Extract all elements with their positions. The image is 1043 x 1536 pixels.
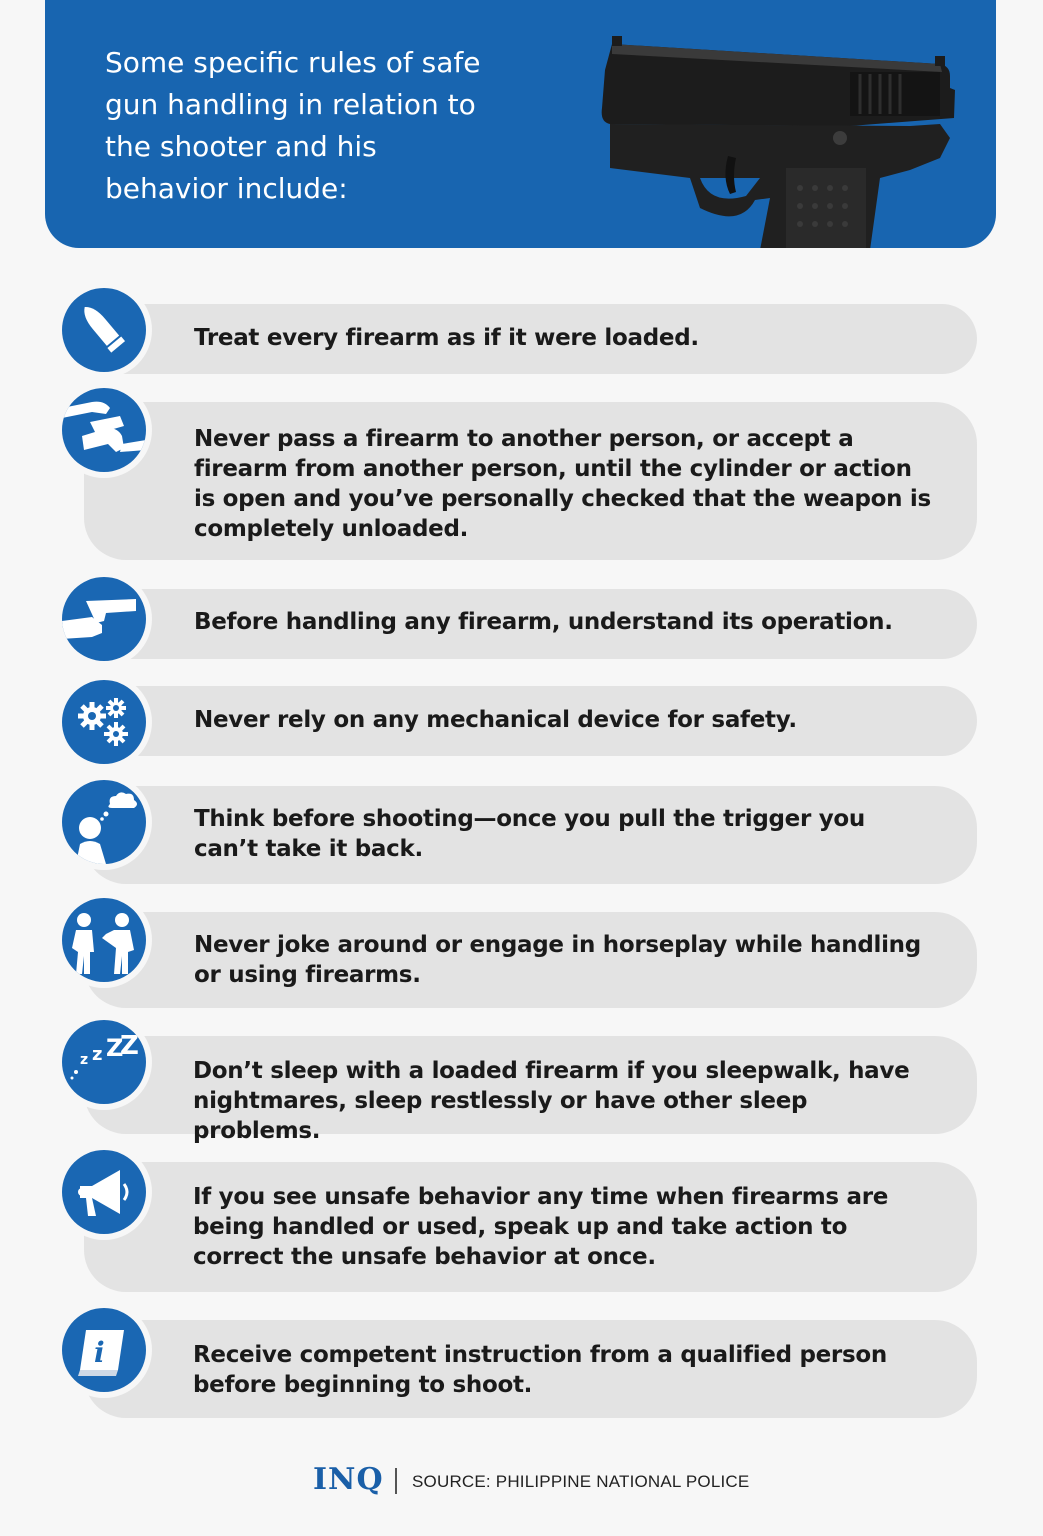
hand-pass-icon (62, 388, 146, 472)
rule-text: Never joke around or engage in horseplay while handling or using firearms. (194, 932, 921, 988)
rule-text: Don’t sleep with a loaded firearm if you sleepwalk, have nightmares, sleep restlessly or have other sleep problems. (193, 1058, 910, 1144)
rule-text: Never pass a firearm to another person, or accept a firearm from another person, until the cylinder or action is open and you’ve personally checked that the weapon is completely unloaded. (194, 426, 931, 542)
svg-text:z: z (92, 1044, 103, 1065)
rule-item (0, 1031, 1043, 1144)
people-joking-icon (62, 898, 146, 982)
rule-text: Before handling any firearm, understand its operation. (194, 609, 893, 635)
rule-badge (56, 1302, 152, 1398)
hand-gun-icon (62, 577, 146, 661)
footer (0, 1458, 1043, 1504)
rule-badge (56, 382, 152, 478)
rule-text: Think before shooting—once you pull the trigger you can’t take it back. (194, 806, 865, 862)
source-credit: SOURCE: PHILIPPINE NATIONAL POLICE (412, 1472, 750, 1491)
svg-text:Z: Z (120, 1031, 139, 1061)
svg-text:i: i (94, 1336, 105, 1369)
rule-text: Treat every firearm as if it were loaded. (194, 325, 699, 351)
rule-item (0, 304, 1043, 374)
rule-item (0, 1320, 1043, 1418)
rule-text: Receive competent instruction from a qualified person before beginning to shoot. (193, 1342, 887, 1398)
svg-text:Z: Z (106, 1034, 124, 1062)
rule-badge (56, 1014, 152, 1110)
info-book-icon (62, 1308, 146, 1392)
rule-item (0, 402, 1043, 560)
header-title: Some specific rules of safe gun handling in relation to the shooter and his behavior include: (105, 46, 481, 205)
rule-text: Never rely on any mechanical device for safety. (194, 707, 797, 733)
rule-text: If you see unsafe behavior any time when firearms are being handled or used, speak up and take action to correct the unsafe behavior at once. (193, 1184, 889, 1270)
svg-text:z: z (80, 1052, 89, 1068)
bullet-icon (62, 288, 146, 372)
inq-logo: INQ (313, 1462, 384, 1497)
megaphone-icon (62, 1150, 146, 1234)
rule-badge (56, 674, 152, 770)
footer-divider (395, 1468, 397, 1494)
rule-item (0, 786, 1043, 884)
rule-badge (56, 282, 152, 378)
sleep-zzz-icon (62, 1020, 146, 1104)
rule-item (0, 1162, 1043, 1292)
thinking-person-icon (62, 780, 146, 864)
rule-badge (56, 571, 152, 667)
rule-badge (56, 1144, 152, 1240)
gears-icon (62, 680, 146, 764)
rule-item (0, 912, 1043, 1008)
rule-item (0, 589, 1043, 659)
rule-item (0, 686, 1043, 756)
rule-badge (56, 892, 152, 988)
rule-badge (56, 774, 152, 870)
